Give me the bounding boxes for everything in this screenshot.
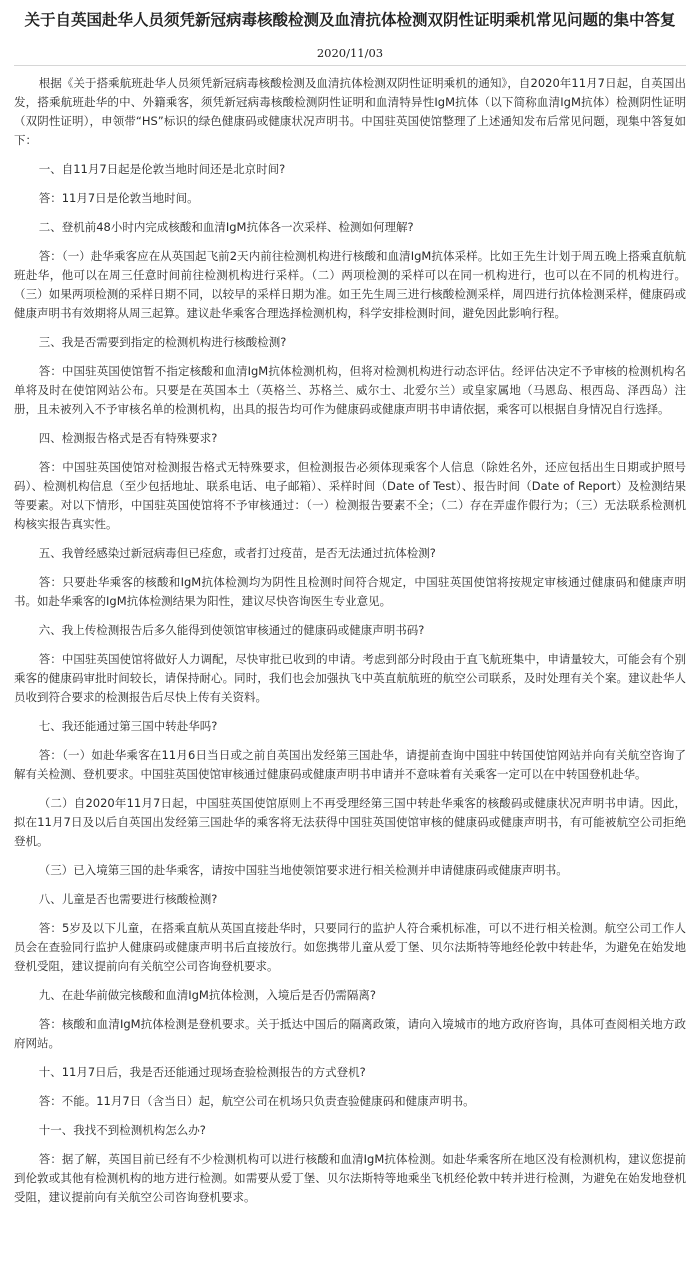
answer-paragraph: 答：（一）赴华乘客应在从英国起飞前2天内前往检测机构进行核酸和血清IgM抗体采样。比如王先生计划于周五晚上搭乘直航航班赴华，他可以在周三任意时间前往检测机构进行采样。（二）两项检测的采样可以在同一机构进行，也可以在不同的机构进行。（三）如果两项检测的采样日期不同，以较早的采样日期为准。如王先生周三进行核酸检测采样，周四进行抗体检测采样，健康码或健康声明书有效期将从周三起算。建议赴华乘客合理选择检测机构，科学安排检测时间，避免因此影响行程。 bbox=[14, 249, 686, 320]
intro-paragraph: 根据《关于搭乘航班赴华人员须凭新冠病毒核酸检测及血清抗体检测双阴性证明乘机的通知》，自2020年11月7日起，自英国出发，搭乘航班赴华的中、外籍乘客，须凭新冠病毒核酸检测阴性证明和血清特异性IgM抗体（以下简称血清IgM抗体）检测阴性证明（双阴性证明），申领带“HS”标识的绿色健康码或健康状况声明书。中国驻英国使馆整理了上述通知发布后常见问题，现集中答复如下： bbox=[14, 76, 686, 147]
question-heading: 二、登机前48小时内完成核酸和血清IgM抗体各一次采样、检测如何理解? bbox=[38, 220, 414, 234]
question-heading: 七、我还能通过第三国中转赴华吗? bbox=[38, 719, 218, 733]
answer-paragraph: 答：（一）如赴华乘客在11月6日当日或之前自英国出发经第三国赴华，请提前查询中国驻中转国使馆网站并向有关航空咨询了解有关检测、登机要求。中国驻英国使馆审核通过健康码或健康声明书申请并不意味着有关乘客一定可以在中转国登机赴华。 bbox=[14, 748, 686, 781]
article-title: 关于自英国赴华人员须凭新冠病毒核酸检测及血清抗体检测双阴性证明乘机常见问题的集中答复 bbox=[24, 10, 676, 29]
question-heading: 六、我上传检测报告后多久能得到使领馆审核通过的健康码或健康声明书码? bbox=[38, 623, 425, 637]
question-heading: 八、儿童是否也需要进行核酸检测? bbox=[38, 892, 218, 906]
answer-paragraph: 答：核酸和血清IgM抗体检测是登机要求。关于抵达中国后的隔离政策，请向入境城市的地方政府咨询，具体可查阅相关地方政府网站。 bbox=[14, 1017, 686, 1050]
question-heading: 九、在赴华前做完核酸和血清IgM抗体检测，入境后是否仍需隔离? bbox=[38, 988, 376, 1002]
answer-paragraph: 答：不能。11月7日（含当日）起，航空公司在机场只负责查验健康码和健康声明书。 bbox=[38, 1094, 475, 1108]
answer-paragraph: 答：中国驻英国使馆将做好人力调配，尽快审批已收到的申请。考虑到部分时段由于直飞航班集中，申请量较大，可能会有个别乘客的健康码审批时间较长，请保持耐心。同时，我们也会加强执飞中英直航航班的航空公司联系，及时处理有关个案。建议赴华人员收到符合要求的检测报告后尽快上传有关资料。 bbox=[14, 652, 686, 704]
title-divider bbox=[14, 65, 686, 66]
question-heading: 三、我是否需要到指定的检测机构进行核酸检测? bbox=[38, 335, 287, 349]
question-heading: 五、我曾经感染过新冠病毒但已痊愈，或者打过疫苗，是否无法通过抗体检测? bbox=[38, 546, 436, 560]
question-heading: 十一、我找不到检测机构怎么办? bbox=[38, 1123, 206, 1137]
answer-paragraph: 答：11月7日是伦敦当地时间。 bbox=[38, 191, 199, 205]
answer-paragraph: 答：中国驻英国使馆对检测报告格式无特殊要求，但检测报告必须体现乘客个人信息（除姓名外，还应包括出生日期或护照号码）、检测机构信息（至少包括地址、联系电话、电子邮箱）、采样时间（Date of Test）、报告时间（Date of Report）及检测结果等要素。对以下情形，中国驻英国使馆将不予审核通过：（一）检测报告要素不全；（二）存在弄虚作假行为；（三）无法联系检测机构核实报告真实性。 bbox=[14, 460, 686, 531]
answer-paragraph: 答：据了解，英国目前已经有不少检测机构可以进行核酸和血清IgM抗体检测。如赴华乘客所在地区没有检测机构，建议您提前到伦敦或其他有检测机构的地方进行检测。如需要从爱丁堡、贝尔法斯特等地乘坐飞机经伦敦中转并进行检测，为避免在始发地登机受阻，建议提前向有关航空公司咨询登机要求。 bbox=[14, 1152, 686, 1204]
article-body bbox=[14, 74, 686, 1207]
answer-paragraph: 答：中国驻英国使馆暂不指定核酸和血清IgM抗体检测机构，但将对检测机构进行动态评估。经评估决定不予审核的检测机构名单将及时在使馆网站公布。只要是在英国本土（英格兰、苏格兰、威尔士、北爱尔兰）或皇家属地（马恩岛、根西岛、泽西岛）注册，且未被列入不予审核名单的检测机构，出具的报告均可作为健康码或健康声明书申请依据，乘客可以根据自身情况自行选择。 bbox=[14, 364, 686, 416]
question-heading: 四、检测报告格式是否有特殊要求? bbox=[38, 431, 218, 445]
publish-date: 2020/11/03 bbox=[316, 46, 384, 60]
answer-paragraph: 答：5岁及以下儿童，在搭乘直航从英国直接赴华时，只要同行的监护人符合乘机标准，可以不进行相关检测。航空公司工作人员会在查验同行监护人健康码或健康声明书后直接放行。如您携带儿童从爱丁堡、贝尔法斯特等地经伦敦中转赴华，为避免在始发地登机受阻，建议提前向有关航空公司咨询登机要求。 bbox=[14, 921, 686, 973]
answer-paragraph: （三）已入境第三国的赴华乘客，请按中国驻当地使领馆要求进行相关检测并申请健康码或健康声明书。 bbox=[38, 863, 568, 877]
answer-paragraph: （二）自2020年11月7日起，中国驻英国使馆原则上不再受理经第三国中转赴华乘客的核酸码或健康状况声明书申请。因此，拟在11月7日及以后自英国出发经第三国赴华的乘客将无法获得中国驻英国使馆审核的健康码或健康声明书，有可能被航空公司拒绝登机。 bbox=[14, 796, 686, 848]
question-heading: 十、11月7日后，我是否还能通过现场查验检测报告的方式登机? bbox=[38, 1065, 366, 1079]
question-heading: 一、自11月7日起是伦敦当地时间还是北京时间? bbox=[38, 162, 286, 176]
answer-paragraph: 答：只要赴华乘客的核酸和IgM抗体检测均为阴性且检测时间符合规定，中国驻英国使馆将按规定审核通过健康码和健康声明书。如赴华乘客的IgM抗体检测结果为阳性，建议尽快咨询医生专业意见。 bbox=[14, 575, 686, 608]
